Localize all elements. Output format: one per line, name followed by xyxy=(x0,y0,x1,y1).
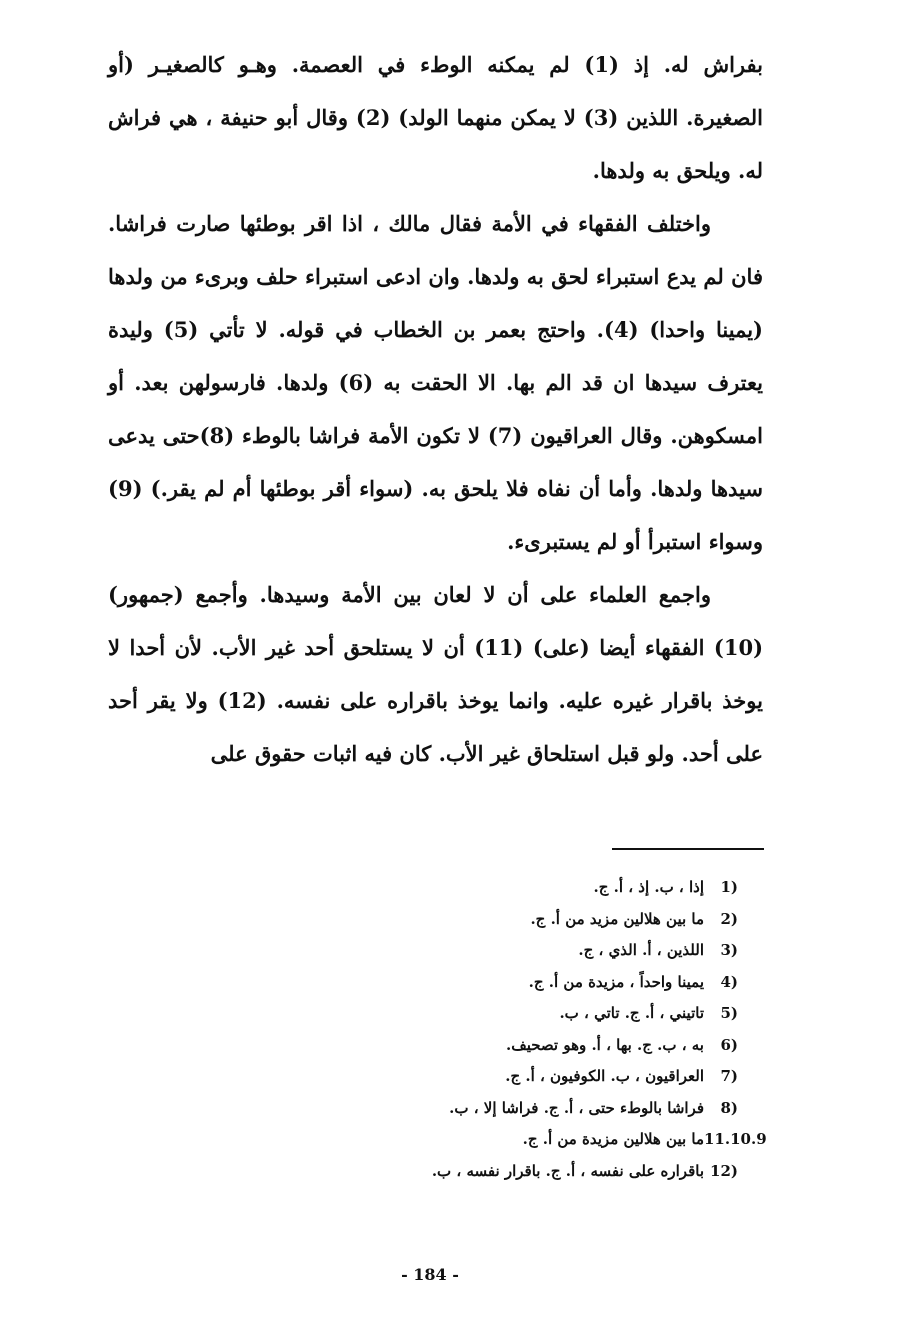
paragraph: بفراش له. إذ (1) لم يمكنه الوطء في العصمة. وهـو كالصغيـر (أو الصغيرة. اللذين (3) لا يمكن منهما الولد) (2) وقال أبو حنيفة ، هي فراش له. ويلحق به ولدها. xyxy=(108,52,763,183)
footnote xyxy=(298,1124,767,1156)
footnote-text: تاتيني ، أ. ج. تاتي ، ب. xyxy=(559,1004,704,1022)
paragraph: واجمع العلماء على أن لا لعان بين الأمة وسيدها. وأجمع (جمهور) (10) الفقهاء أيضا (على) (11) أن لا يستلحق أحد غير الأب. لأن أحدا لا يوخذ باقرار غيره عليه. وانما يوخذ باقراره على نفسه. (12) ولا يقر أحد على أحد. ولو قبل استلحاق غير الأب. كان فيه اثبات حقوق على xyxy=(108,582,763,766)
footnote xyxy=(298,1061,738,1093)
footnote-number: 7) xyxy=(720,1067,738,1085)
footnote-text: إذا ، ب. إذ ، أ. ج. xyxy=(593,878,704,896)
footnote xyxy=(298,872,738,904)
footnote-text: فراشا بالوطء حتى ، أ. ج. فراشا إلا ، ب. xyxy=(449,1098,704,1117)
footnote xyxy=(298,904,738,936)
footnote-text: ما بين هلالين مزيد من أ. ج. xyxy=(530,909,704,928)
footnote xyxy=(298,935,738,967)
footnote-number: 5) xyxy=(720,1004,738,1022)
footnote xyxy=(298,1093,738,1125)
footnote-number: 6) xyxy=(720,1035,738,1054)
footnote xyxy=(298,1030,738,1062)
footnote xyxy=(298,998,738,1030)
footnote-number: 3) xyxy=(720,941,738,959)
footnote-separator xyxy=(612,848,764,850)
footnote-number: 8) xyxy=(720,1098,738,1117)
footnote-text: اللذين ، أ. الذي ، ج. xyxy=(578,941,704,959)
footnote-number: 11.10.9 xyxy=(704,1130,767,1148)
footnotes-list xyxy=(298,872,767,1187)
footnote-number: 4) xyxy=(720,972,738,991)
footnote xyxy=(298,1156,738,1188)
footnote-text: ما بين هلالين مزيدة من أ. ج. xyxy=(522,1130,704,1148)
page-number: - 184 - xyxy=(401,1265,459,1284)
footnote-text: يمينا واحداً ، مزيدة من أ. ج. xyxy=(528,972,704,991)
footnote-number: 2) xyxy=(720,909,738,928)
main-text xyxy=(108,38,763,780)
footnote-text: باقراره على نفسه ، أ. ج. باقرار نفسه ، ب. xyxy=(431,1161,704,1180)
paragraph: واختلف الفقهاء في الأمة فقال مالك ، اذا اقر بوطئها صارت فراشا. فان لم يدع استبراء لحق به ولدها. وان ادعى استبراء حلف وبرىء من ولدها (يمينا واحدا) (4). واحتج بعمر بن الخطاب في قوله. لا تأتي (5) وليدة يعترف سيدها ان قد الم بها. الا الحقت به (6) ولدها. فارسولهن بعد. أو امسكوهن. وقال العراقيون (7) لا تكون الأمة فراشا بالوطء (8)حتى يدعى سيدها ولدها. وأما أن نفاه فلا يلحق به. (سواء أقر بوطئها أم لم يقر.) (9) وسواء استبرأ أو لم يستبرىء. xyxy=(108,211,763,554)
footnote-text: العراقيون ، ب. الكوفيون ، أ. ج. xyxy=(505,1067,704,1085)
footnote-number: 1) xyxy=(720,878,738,896)
footnote xyxy=(298,967,738,999)
footnote-text: به ، ب. ج. بها ، أ. وهو تصحيف. xyxy=(505,1035,704,1054)
footnote-number: 12) xyxy=(710,1161,738,1180)
